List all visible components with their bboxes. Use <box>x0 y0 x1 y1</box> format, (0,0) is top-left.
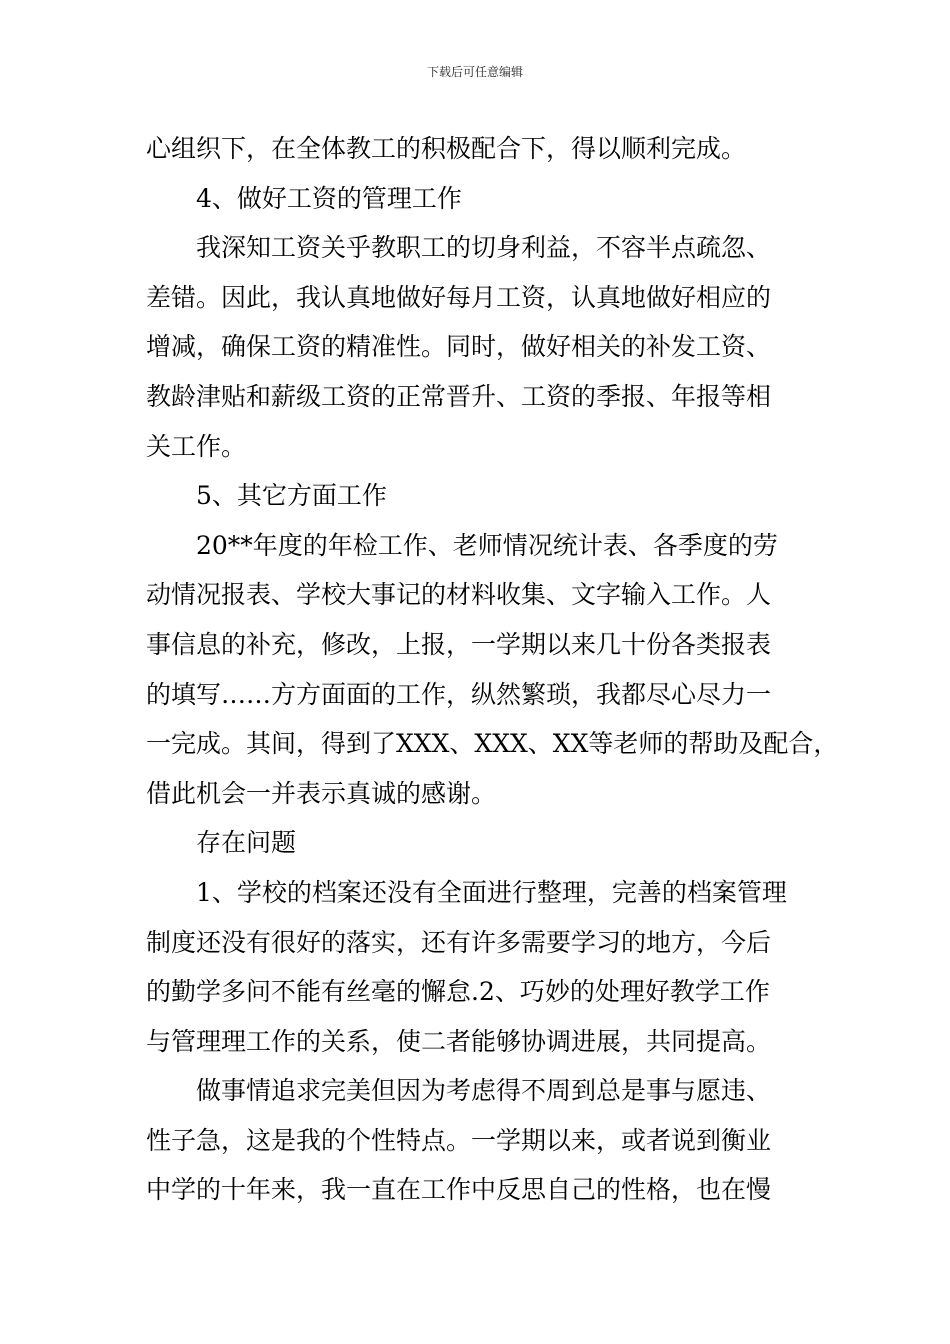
text-line: 20**年度的年检工作、老师情况统计表、各季度的劳 <box>196 530 778 560</box>
text-line: 一完成。其间，得到了XXX、XXX、XX等老师的帮助及配合， <box>146 729 839 759</box>
text-line: 事信息的补充，修改，上报，一学期以来几十份各类报表 <box>146 629 772 659</box>
document-body <box>146 124 839 1215</box>
section-heading: 存在问题 <box>196 828 297 858</box>
text-line: 增减，确保工资的精准性。同时，做好相关的补发工资、 <box>146 332 772 362</box>
text-line: 教龄津贴和薪级工资的正常晋升、工资的季报、年报等相 <box>146 381 772 411</box>
text-line: 差错。因此，我认真地做好每月工资，认真地做好相应的 <box>146 282 772 312</box>
text-line: 借此机会一并表示真诚的感谢。 <box>146 778 497 808</box>
page-header: 下载后可任意编辑 <box>426 65 523 79</box>
text-line: 我深知工资关乎教职工的切身利益，不容半点疏忽、 <box>196 233 772 263</box>
text-line: 1、学校的档案还没有全面进行整理，完善的档案管理 <box>196 877 787 907</box>
text-line: 性子急，这是我的个性特点。一学期以来，或者说到衡业 <box>146 1125 772 1155</box>
text-line: 心组织下，在全体教工的积极配合下，得以顺利完成。 <box>146 134 747 163</box>
section-heading: 5、其它方面工作 <box>196 481 387 511</box>
text-line: 制度还没有很好的落实，还有许多需要学习的地方，今后 <box>146 927 772 957</box>
text-line: 与管理理工作的关系，使二者能够协调进展，共同提高。 <box>146 1026 772 1056</box>
text-line: 中学的十年来，我一直在工作中反思自己的性格，也在慢 <box>146 1175 772 1205</box>
text-line: 动情况报表、学校大事记的材料收集、文字输入工作。人 <box>146 580 772 610</box>
text-line: 做事情追求完美但因为考虑得不周到总是事与愿违、 <box>196 1076 772 1106</box>
text-line: 的填写……方方面面的工作，纵然繁琐，我都尽心尽力一 <box>146 679 772 709</box>
text-line: 关工作。 <box>146 431 247 461</box>
text-line: 的勤学多问不能有丝毫的懈怠.2、巧妙的处理好教学工作 <box>146 977 770 1007</box>
section-heading: 4、做好工资的管理工作 <box>196 183 462 213</box>
